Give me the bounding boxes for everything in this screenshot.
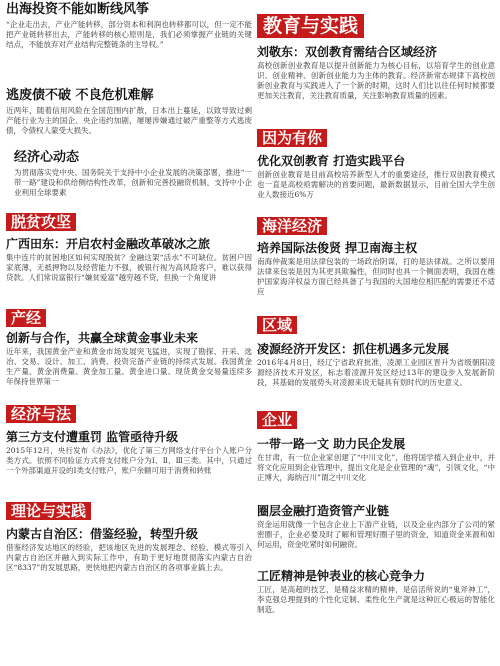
article-summary: 创新创业教育是目前高校培养新型人才的重要途径，推行双创教育模式也一直是高校亟需解决的首要问题，最新数据显示，目前全国大学生创业人数接近6%万 (257, 170, 495, 199)
section-tag-industry: 产经 (6, 309, 46, 327)
article-summary: “企业走出去，产业产能转移，部分资本和利润也转移都可以，但一定不能把产业链转移出去，产能转移的核心原则是，我们必须掌握产业链的关键结点，不能放弃对产业结构完整链条的主导权。” (6, 20, 252, 49)
article-summary: 近两年，随着信用风险在全国范围内扩散，日本出上蔓延，以致导致过剩产能行业为主的国企、央企违约加剧，屡屡涉嫌通过破产重整等方式逃废债，令债权人蒙受大损失。 (6, 106, 252, 135)
article-summary: 借鉴经济发达地区的经验，把该地区先进的发展理念、经验、模式等引入内蒙古自治区并融入到实际工作中，有助于更好地贯彻落实内蒙古自治区“8337”的发展思路，更快地把内蒙古自治区的各项事业搞上去。 (6, 543, 252, 572)
section-tag-economy-law: 经济与法 (6, 405, 76, 423)
article-summary: 近年来，我国黄金产业和黄金市场发展突飞猛进，实现了勘探、开采、选冶、交易、设计、加工、消费、投资完备产业链的持续式发展。我国黄金生产量、黄金消费量、黄金加工量、黄金进口量、现货黄金交易量连续多年保持世界第一 (6, 347, 252, 386)
article-headline: 刘敬东：双创教育需结合区域经济 (257, 45, 438, 59)
article-headline: 创新与合作，共赢全球黄金事业未来 (6, 331, 199, 345)
article-summary: 2015年12月，央行发布《办法》，优化了第三方网络支付平台个人账户分类方式。依照不同验证方式将支付账户分为Ⅰ、Ⅱ、Ⅲ三类。其中，只通过一个外部渠道开设的Ⅰ类支付账户，账户余额可用于消费和转账 (6, 446, 252, 475)
article-headline: 培养国际法俊贤 捍卫南海主权 (257, 241, 418, 255)
article-headline: 工匠精神是钟表业的核心竞争力 (257, 569, 426, 583)
article-headline: 内蒙古自治区：借鉴经验，转型升级 (6, 527, 199, 541)
article-headline: 经济心动态 (14, 150, 80, 165)
article-summary: 集中连片的贫困地区如何实现脱贫？金融这架“活水”不可缺位。贫困户因家底薄，无抵押物以及经营能力不强，被银行视为高风险客户，难以获得贷款。人们常说富银行“嫌贫爱富”越穷越不贷，但换一个角度讲 (6, 253, 252, 282)
section-tag-region: 区域 (257, 316, 297, 334)
article-headline: 圈层金融打造资管产业链 (257, 504, 390, 518)
section-tag-marine-economy: 海洋经济 (257, 217, 327, 235)
article-headline: 广西田东：开启农村金融改革破冰之旅 (6, 237, 211, 251)
article-summary: 工匠，是高超的技艺，是精益求精的精神，是倍活所说的“鬼斧神工”，李克强总理提到的个性化定制、柔性化生产就是这种匠心极运的智能化制造。 (257, 585, 495, 614)
article-headline: 出海投资不能如断线风筝 (6, 2, 150, 17)
article-summary: 为贯彻落实党中央、国务院关于支持中小企业发展的决策部署，推进“一带一路”建设和供给侧结构性改革，创新和完善投融资机制，支持中小企业利用全球要素 (14, 168, 252, 197)
article-headline: 第三方支付遭重罚 监管亟待升级 (6, 430, 179, 444)
article-headline: 逃废债不破 不良危机难解 (6, 88, 154, 103)
section-tag-poverty: 脱贫攻坚 (6, 213, 76, 231)
article-summary: 在甘肃，有一位企业家创建了“中川文化”，他将国学植入到企业中，并将文化应用到企业管理中，提出文化是企业管理的“魂”，引领文化，“中正博大，海纳百川”谓之中川文化 (257, 453, 495, 482)
article-headline: 一带一路一文 助力民企发展 (257, 437, 406, 451)
article-headline: 优化双创教育 打造实践平台 (257, 154, 406, 168)
article-summary: 高校创新创业教育是以提升创新能力为核心目标，以培育学生的创业意识、创业精神、创新创业能力为主体的教育。经济新常态规律下高校创新创业教育与实践进入了一个新的时期，这时人们比以往任何时候都要更加关注教育，关注教育质量，关注影响教育质量的因素。 (257, 61, 495, 100)
article-summary: 2016年4月8日，经辽宁省政府批准，凌源工业园区晋升为省级朝阳凌源经济技术开发区，标志着凌源开发区经过13年的建设步入发展新阶段，其基础的发展势头对凌源来说无疑具有划时代的历史意义。 (257, 358, 495, 387)
article-summary: 资金运用就像一个包含企业上下游产业链，以及企业内部分了公司的紧密圈子，企业必要及时了解和管理好圈子里的资金，知道资金来源和如何运用，资金吃紧时如何融资。 (257, 520, 495, 549)
article-headline: 凌源经济开发区：抓住机遇多元发展 (257, 342, 450, 356)
article-summary: 南海仲裁案是用法律包装的一场政治阴谋，打的是法律战。之所以要用法律来包装是因为其更具欺骗性，但同时也具一个侧面表明，我国在维护国家海洋权益方面已经具备了与我国的大国地位相匹配的需要还不适应 (257, 257, 495, 296)
section-tag-enterprise: 企业 (257, 411, 297, 429)
section-tag-education: 教育与实践 (257, 14, 364, 38)
section-tag-because-of-you: 因为有你 (257, 129, 327, 147)
section-tag-theory-practice: 理论与实践 (6, 502, 91, 520)
